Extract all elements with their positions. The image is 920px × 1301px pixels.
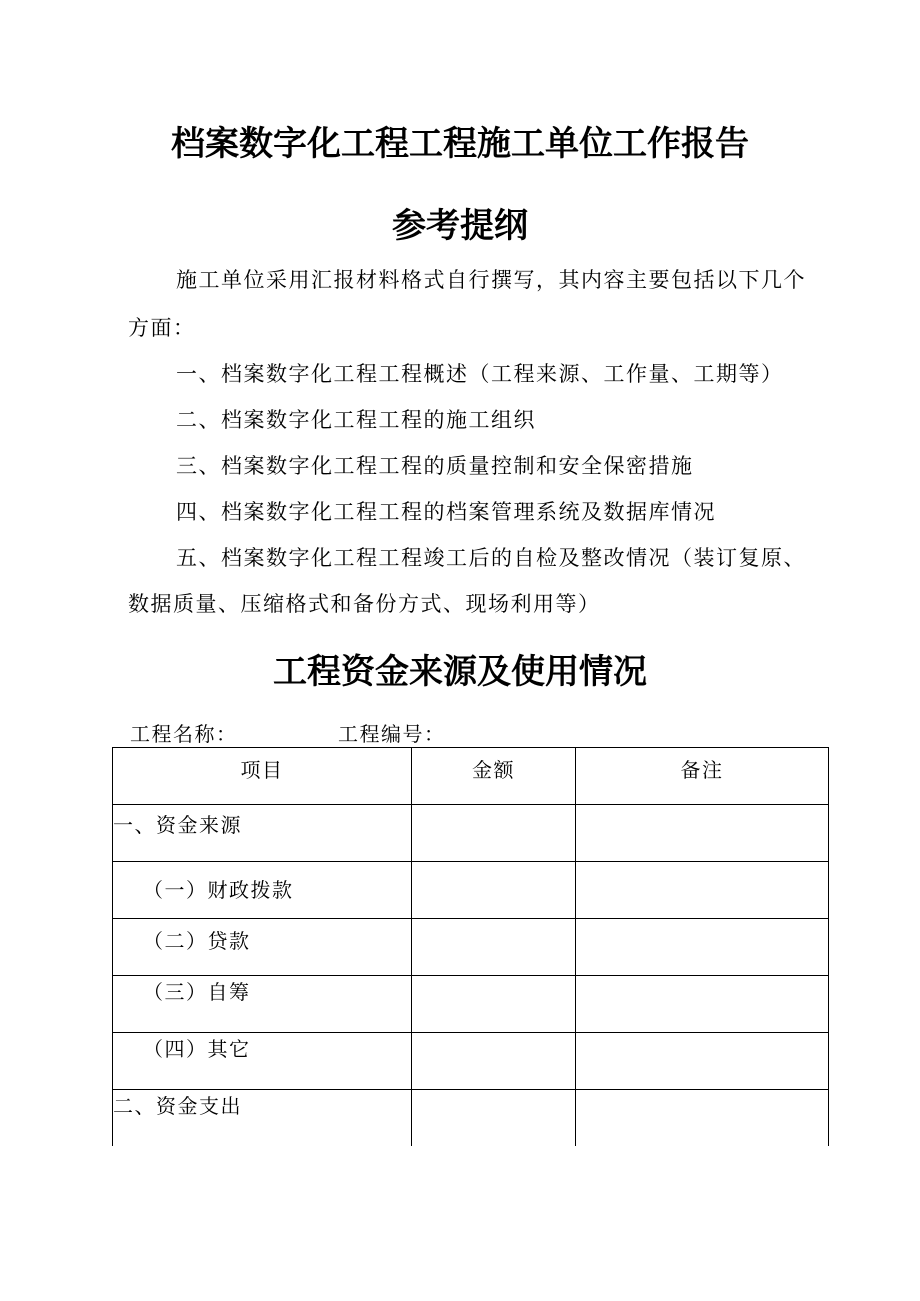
row-note	[576, 805, 829, 862]
row-amount	[412, 805, 576, 862]
table-row	[113, 805, 829, 862]
project-number-label: 工程编号：	[338, 722, 446, 746]
row-note	[576, 1033, 829, 1090]
outline-item-5-continued: 数据质量、压缩格式和备份方式、现场利用等）	[128, 592, 601, 616]
table-row	[113, 919, 829, 976]
row-amount	[412, 976, 576, 1033]
outline-item-5: 五、档案数字化工程工程竣工后的自检及整改情况（装订复原、	[176, 546, 806, 570]
row-item: （四）其它	[113, 1033, 412, 1090]
table-row	[113, 1090, 829, 1147]
header-amount: 金额	[412, 748, 576, 805]
row-note	[576, 862, 829, 919]
funds-table-title: 工程资金来源及使用情况	[273, 652, 647, 692]
table-header-row	[113, 748, 829, 805]
outline-item-2: 二、档案数字化工程工程的施工组织	[176, 408, 536, 432]
row-amount	[412, 1033, 576, 1090]
header-item: 项目	[113, 748, 412, 805]
header-note: 备注	[576, 748, 829, 805]
row-amount	[412, 862, 576, 919]
row-note	[576, 1090, 829, 1147]
outline-item-3: 三、档案数字化工程工程的质量控制和安全保密措施	[176, 454, 694, 478]
intro-paragraph-line-2: 方面：	[128, 316, 196, 340]
row-item: （三）自筹	[113, 976, 412, 1033]
row-item: 二、资金支出	[113, 1090, 412, 1147]
document-title: 档案数字化工程工程施工单位工作报告	[171, 124, 749, 164]
table-row	[113, 976, 829, 1033]
row-note	[576, 976, 829, 1033]
project-name-label: 工程名称：	[130, 722, 238, 746]
row-amount	[412, 1090, 576, 1147]
row-item: （二）贷款	[113, 919, 412, 976]
row-item: 一、资金来源	[113, 805, 412, 862]
outline-item-4: 四、档案数字化工程工程的档案管理系统及数据库情况	[176, 500, 716, 524]
funds-table	[112, 747, 829, 1146]
row-note	[576, 919, 829, 976]
document-subtitle: 参考提纲	[392, 206, 528, 246]
table-row	[113, 1033, 829, 1090]
project-meta-line	[130, 720, 446, 748]
outline-item-1: 一、档案数字化工程工程概述（工程来源、工作量、工期等）	[176, 362, 784, 386]
table-row	[113, 862, 829, 919]
row-amount	[412, 919, 576, 976]
intro-paragraph-line-1: 施工单位采用汇报材料格式自行撰写，其内容主要包括以下几个	[176, 268, 806, 292]
row-item: （一）财政拨款	[113, 862, 412, 919]
